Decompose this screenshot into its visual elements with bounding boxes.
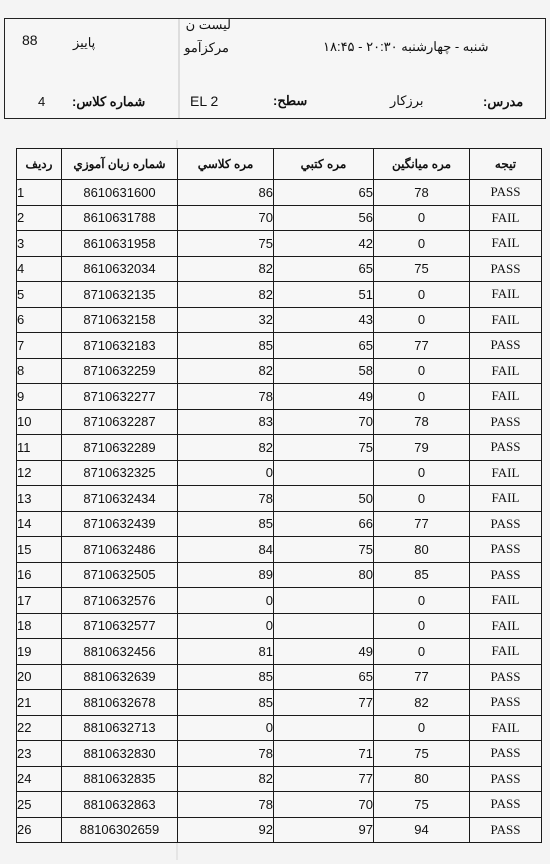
class-grade-cell: 0 bbox=[178, 460, 274, 486]
class-grade-cell: 0 bbox=[178, 715, 274, 741]
result-cell: FAIL bbox=[470, 639, 542, 665]
table-row bbox=[17, 256, 542, 282]
result-cell: FAIL bbox=[470, 588, 542, 614]
table-row bbox=[17, 409, 542, 435]
written-grade-cell: 75 bbox=[274, 435, 374, 461]
row-number-cell: 24 bbox=[17, 766, 62, 792]
student-id-cell: 8710632287 bbox=[62, 409, 178, 435]
table-row bbox=[17, 537, 542, 563]
result-cell: FAIL bbox=[470, 715, 542, 741]
class-grade-cell: 82 bbox=[178, 282, 274, 308]
average-grade-cell: 77 bbox=[374, 664, 470, 690]
table-row bbox=[17, 664, 542, 690]
class-grade-cell: 82 bbox=[178, 256, 274, 282]
row-number-cell: 3 bbox=[17, 231, 62, 257]
table-header-row bbox=[17, 149, 542, 180]
class-grade-cell: 84 bbox=[178, 537, 274, 563]
row-number-cell: 15 bbox=[17, 537, 62, 563]
result-cell: FAIL bbox=[470, 307, 542, 333]
result-cell: FAIL bbox=[470, 358, 542, 384]
row-number-cell: 19 bbox=[17, 639, 62, 665]
student-id-cell: 8710632289 bbox=[62, 435, 178, 461]
row-number-cell: 16 bbox=[17, 562, 62, 588]
result-cell: PASS bbox=[470, 562, 542, 588]
written-grade-cell: 49 bbox=[274, 639, 374, 665]
written-grade-cell: 42 bbox=[274, 231, 374, 257]
student-id-cell: 8710632505 bbox=[62, 562, 178, 588]
student-id-cell: 8710632434 bbox=[62, 486, 178, 512]
class-grade-cell: 78 bbox=[178, 792, 274, 818]
list-title: لیست ن bbox=[185, 17, 231, 32]
average-grade-cell: 0 bbox=[374, 358, 470, 384]
result-cell: FAIL bbox=[470, 282, 542, 308]
col-header-average-grade: مره ميانگين bbox=[374, 149, 470, 180]
row-number-cell: 9 bbox=[17, 384, 62, 410]
average-grade-cell: 78 bbox=[374, 409, 470, 435]
written-grade-cell: 80 bbox=[274, 562, 374, 588]
col-header-row-no: ردیف bbox=[17, 149, 62, 180]
row-number-cell: 11 bbox=[17, 435, 62, 461]
result-cell: PASS bbox=[470, 664, 542, 690]
center-name: مرکزآمو bbox=[184, 40, 229, 55]
student-id-cell: 8710632325 bbox=[62, 460, 178, 486]
table-row bbox=[17, 817, 542, 843]
table-row bbox=[17, 741, 542, 767]
student-id-cell: 8610631788 bbox=[62, 205, 178, 231]
result-cell: FAIL bbox=[470, 613, 542, 639]
row-number-cell: 5 bbox=[17, 282, 62, 308]
page-seam bbox=[178, 19, 180, 118]
average-grade-cell: 0 bbox=[374, 307, 470, 333]
student-id-cell: 8810632678 bbox=[62, 690, 178, 716]
average-grade-cell: 75 bbox=[374, 741, 470, 767]
written-grade-cell: 50 bbox=[274, 486, 374, 512]
result-cell: PASS bbox=[470, 537, 542, 563]
result-cell: FAIL bbox=[470, 486, 542, 512]
teacher-name: برزکار bbox=[390, 93, 424, 108]
class-grade-cell: 75 bbox=[178, 231, 274, 257]
col-header-student-id: شماره زبان آموزي bbox=[62, 149, 178, 180]
student-id-cell: 8610632034 bbox=[62, 256, 178, 282]
table-row bbox=[17, 358, 542, 384]
class-grade-cell: 0 bbox=[178, 588, 274, 614]
result-cell: PASS bbox=[470, 409, 542, 435]
student-id-cell: 8710632277 bbox=[62, 384, 178, 410]
written-grade-cell: 49 bbox=[274, 384, 374, 410]
class-grade-cell: 78 bbox=[178, 384, 274, 410]
average-grade-cell: 0 bbox=[374, 205, 470, 231]
average-grade-cell: 0 bbox=[374, 588, 470, 614]
table-row bbox=[17, 792, 542, 818]
class-grade-cell: 81 bbox=[178, 639, 274, 665]
class-grade-cell: 0 bbox=[178, 613, 274, 639]
average-grade-cell: 77 bbox=[374, 511, 470, 537]
result-cell: PASS bbox=[470, 817, 542, 843]
class-grade-cell: 82 bbox=[178, 766, 274, 792]
average-grade-cell: 80 bbox=[374, 766, 470, 792]
average-grade-cell: 75 bbox=[374, 256, 470, 282]
result-cell: PASS bbox=[470, 333, 542, 359]
student-id-cell: 8710632183 bbox=[62, 333, 178, 359]
table-row bbox=[17, 511, 542, 537]
result-cell: PASS bbox=[470, 792, 542, 818]
row-number-cell: 25 bbox=[17, 792, 62, 818]
row-number-cell: 17 bbox=[17, 588, 62, 614]
written-grade-cell: 65 bbox=[274, 180, 374, 206]
written-grade-cell: 65 bbox=[274, 256, 374, 282]
average-grade-cell: 78 bbox=[374, 180, 470, 206]
student-id-cell: 8710632577 bbox=[62, 613, 178, 639]
written-grade-cell: 70 bbox=[274, 792, 374, 818]
row-number-cell: 21 bbox=[17, 690, 62, 716]
row-number-cell: 18 bbox=[17, 613, 62, 639]
student-id-cell: 8710632576 bbox=[62, 588, 178, 614]
student-id-cell: 8810632713 bbox=[62, 715, 178, 741]
written-grade-cell: 65 bbox=[274, 664, 374, 690]
col-header-written-grade: مره كتبي bbox=[274, 149, 374, 180]
student-id-cell: 8810632830 bbox=[62, 741, 178, 767]
top-number: 88 bbox=[22, 32, 38, 48]
class-grade-cell: 32 bbox=[178, 307, 274, 333]
result-cell: FAIL bbox=[470, 460, 542, 486]
average-grade-cell: 0 bbox=[374, 460, 470, 486]
average-grade-cell: 0 bbox=[374, 486, 470, 512]
average-grade-cell: 0 bbox=[374, 231, 470, 257]
average-grade-cell: 79 bbox=[374, 435, 470, 461]
table-row bbox=[17, 307, 542, 333]
row-number-cell: 23 bbox=[17, 741, 62, 767]
class-grade-cell: 86 bbox=[178, 180, 274, 206]
average-grade-cell: 94 bbox=[374, 817, 470, 843]
row-number-cell: 22 bbox=[17, 715, 62, 741]
average-grade-cell: 75 bbox=[374, 792, 470, 818]
schedule: شنبه - چهارشنبه ۲۰:۳۰ - ۱۸:۴۵ bbox=[323, 39, 489, 54]
student-id-cell: 8610631958 bbox=[62, 231, 178, 257]
written-grade-cell: 75 bbox=[274, 537, 374, 563]
student-id-cell: 8710632259 bbox=[62, 358, 178, 384]
result-cell: PASS bbox=[470, 766, 542, 792]
table-row bbox=[17, 231, 542, 257]
result-cell: PASS bbox=[470, 180, 542, 206]
average-grade-cell: 85 bbox=[374, 562, 470, 588]
written-grade-cell: 70 bbox=[274, 409, 374, 435]
row-number-cell: 26 bbox=[17, 817, 62, 843]
written-grade-cell: 97 bbox=[274, 817, 374, 843]
student-id-cell: 8710632486 bbox=[62, 537, 178, 563]
table-row bbox=[17, 588, 542, 614]
teacher-label: مدرس: bbox=[483, 94, 524, 109]
class-grade-cell: 82 bbox=[178, 435, 274, 461]
col-header-result: تيجه bbox=[470, 149, 542, 180]
result-cell: PASS bbox=[470, 690, 542, 716]
row-number-cell: 13 bbox=[17, 486, 62, 512]
row-number-cell: 10 bbox=[17, 409, 62, 435]
row-number-cell: 7 bbox=[17, 333, 62, 359]
table-row bbox=[17, 282, 542, 308]
written-grade-cell: 56 bbox=[274, 205, 374, 231]
result-cell: FAIL bbox=[470, 205, 542, 231]
row-number-cell: 14 bbox=[17, 511, 62, 537]
grades-table bbox=[16, 148, 542, 843]
class-grade-cell: 92 bbox=[178, 817, 274, 843]
average-grade-cell: 0 bbox=[374, 613, 470, 639]
class-grade-cell: 85 bbox=[178, 664, 274, 690]
written-grade-cell bbox=[274, 588, 374, 614]
result-cell: FAIL bbox=[470, 384, 542, 410]
row-number-cell: 1 bbox=[17, 180, 62, 206]
table-row bbox=[17, 205, 542, 231]
average-grade-cell: 0 bbox=[374, 639, 470, 665]
table-row bbox=[17, 766, 542, 792]
class-grade-cell: 85 bbox=[178, 333, 274, 359]
class-grade-cell: 85 bbox=[178, 690, 274, 716]
average-grade-cell: 80 bbox=[374, 537, 470, 563]
written-grade-cell: 43 bbox=[274, 307, 374, 333]
student-id-cell: 8710632135 bbox=[62, 282, 178, 308]
written-grade-cell: 66 bbox=[274, 511, 374, 537]
table-row bbox=[17, 435, 542, 461]
student-id-cell: 8610631600 bbox=[62, 180, 178, 206]
table-row bbox=[17, 613, 542, 639]
average-grade-cell: 0 bbox=[374, 282, 470, 308]
written-grade-cell: 51 bbox=[274, 282, 374, 308]
row-number-cell: 12 bbox=[17, 460, 62, 486]
table-row bbox=[17, 715, 542, 741]
written-grade-cell: 71 bbox=[274, 741, 374, 767]
row-number-cell: 4 bbox=[17, 256, 62, 282]
table-row bbox=[17, 384, 542, 410]
result-cell: PASS bbox=[470, 511, 542, 537]
average-grade-cell: 0 bbox=[374, 384, 470, 410]
average-grade-cell: 77 bbox=[374, 333, 470, 359]
level-label: سطح: bbox=[273, 93, 308, 108]
row-number-cell: 20 bbox=[17, 664, 62, 690]
written-grade-cell: 65 bbox=[274, 333, 374, 359]
written-grade-cell: 58 bbox=[274, 358, 374, 384]
written-grade-cell bbox=[274, 460, 374, 486]
row-number-cell: 8 bbox=[17, 358, 62, 384]
level-value: EL 2 bbox=[190, 93, 219, 109]
class-number: 4 bbox=[38, 94, 46, 109]
result-cell: PASS bbox=[470, 256, 542, 282]
written-grade-cell: 77 bbox=[274, 766, 374, 792]
table-row bbox=[17, 333, 542, 359]
table-row bbox=[17, 180, 542, 206]
written-grade-cell bbox=[274, 715, 374, 741]
class-grade-cell: 85 bbox=[178, 511, 274, 537]
season-label: پاییز bbox=[73, 35, 96, 50]
class-grade-cell: 89 bbox=[178, 562, 274, 588]
table-row bbox=[17, 562, 542, 588]
row-number-cell: 2 bbox=[17, 205, 62, 231]
student-id-cell: 8710632158 bbox=[62, 307, 178, 333]
class-grade-cell: 82 bbox=[178, 358, 274, 384]
header-box bbox=[4, 18, 546, 119]
written-grade-cell: 77 bbox=[274, 690, 374, 716]
student-id-cell: 88106302659 bbox=[62, 817, 178, 843]
student-id-cell: 8810632639 bbox=[62, 664, 178, 690]
student-id-cell: 8810632456 bbox=[62, 639, 178, 665]
class-grade-cell: 70 bbox=[178, 205, 274, 231]
student-id-cell: 8810632863 bbox=[62, 792, 178, 818]
student-id-cell: 8710632439 bbox=[62, 511, 178, 537]
table-row bbox=[17, 690, 542, 716]
result-cell: PASS bbox=[470, 741, 542, 767]
result-cell: FAIL bbox=[470, 231, 542, 257]
written-grade-cell bbox=[274, 613, 374, 639]
row-number-cell: 6 bbox=[17, 307, 62, 333]
table-row bbox=[17, 460, 542, 486]
student-id-cell: 8810632835 bbox=[62, 766, 178, 792]
average-grade-cell: 0 bbox=[374, 715, 470, 741]
col-header-class-grade: مره كلاسي bbox=[178, 149, 274, 180]
result-cell: PASS bbox=[470, 435, 542, 461]
class-number-label: شماره کلاس: bbox=[72, 94, 146, 109]
class-grade-cell: 78 bbox=[178, 741, 274, 767]
table-row bbox=[17, 486, 542, 512]
class-grade-cell: 83 bbox=[178, 409, 274, 435]
table-row bbox=[17, 639, 542, 665]
class-grade-cell: 78 bbox=[178, 486, 274, 512]
average-grade-cell: 82 bbox=[374, 690, 470, 716]
